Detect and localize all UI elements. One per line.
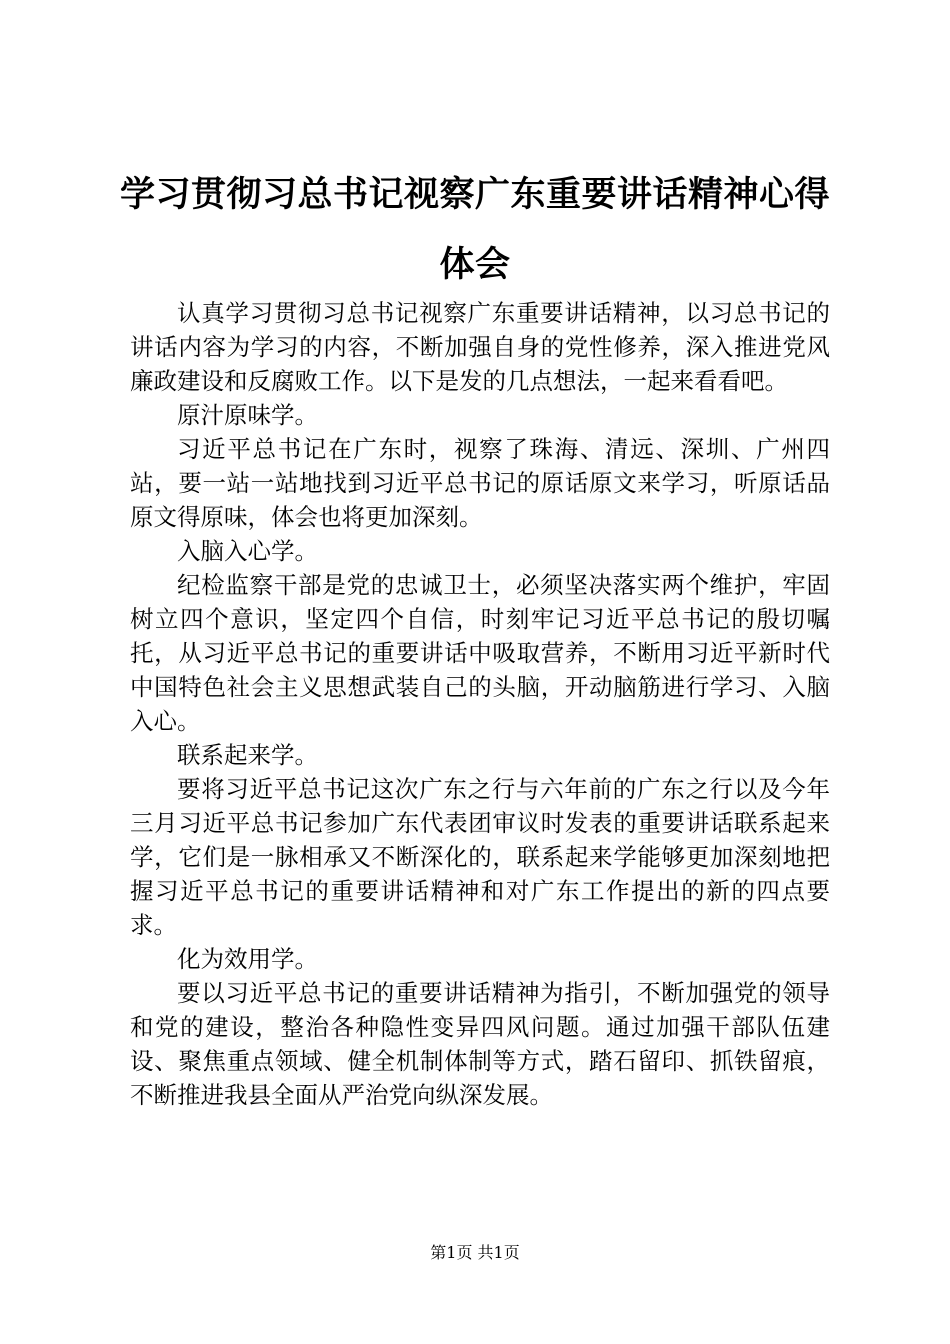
page-footer: 第1页 共1页 <box>430 1243 520 1262</box>
paragraph-3: 要将习近平总书记这次广东之行与六年前的广东之行以及今年三月习近平总书记参加广东代表团审议时发表的重要讲话联系起来学，它们是一脉相承又不断深化的，联系起来学能够更加深刻地把握习近平总书记的重要讲话精神和对广东工作提出的新的四点要求。 <box>130 775 830 939</box>
paragraph-1: 习近平总书记在广东时，视察了珠海、清远、深圳、广州四站，要一站一站地找到习近平总书记的原话原文来学习，听原话品原文得原味，体会也将更加深刻。 <box>130 435 830 531</box>
section-heading-4: 化为效用学。 <box>177 945 318 973</box>
section-heading-3: 联系起来学。 <box>177 741 318 769</box>
document-body <box>130 296 830 1112</box>
paragraph-4: 要以习近平总书记的重要讲话精神为指引，不断加强党的领导和党的建设，整治各种隐性变异四风问题。通过加强干部队伍建设、聚焦重点领域、健全机制体制等方式，踏石留印、抓铁留痕，不断推进我县全面从严治党向纵深发展。 <box>130 979 830 1109</box>
section-heading-1: 原汁原味学。 <box>177 401 318 429</box>
document-title: 学习贯彻习总书记视察广东重要讲话精神心得体会 <box>119 174 830 285</box>
section-heading-2: 入脑入心学。 <box>177 537 318 565</box>
paragraph-intro: 认真学习贯彻习总书记视察广东重要讲话精神，以习总书记的讲话内容为学习的内容，不断加强自身的党性修养，深入推进党风廉政建设和反腐败工作。以下是发的几点想法，一起来看看吧。 <box>130 299 830 395</box>
paragraph-2: 纪检监察干部是党的忠诚卫士，必须坚决落实两个维护，牢固树立四个意识，坚定四个自信，时刻牢记习近平总书记的殷切嘱托，从习近平总书记的重要讲话中吸取营养，不断用习近平新时代中国特色社会主义思想武装自己的头脑，开动脑筋进行学习、入脑入心。 <box>130 571 830 735</box>
